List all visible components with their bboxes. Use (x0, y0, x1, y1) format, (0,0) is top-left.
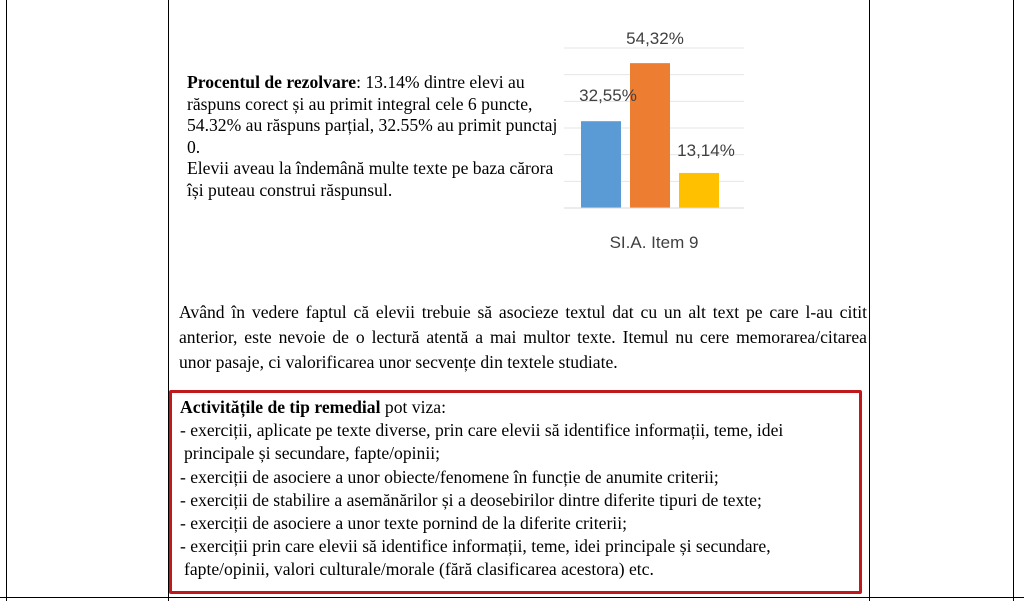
remedial-item-5-continuation: fapte/opinii, valori culturale/morale (fără clasificarea acestora) etc. (184, 559, 654, 580)
remedial-item-2: - exerciții de asociere a unor obiecte/fenomene în funcție de anumite criterii; (180, 466, 719, 487)
page-border-right (1013, 0, 1014, 601)
table-divider-right (869, 0, 870, 601)
analysis-paragraph: Având în vedere faptul că elevii trebuie să asocieze textul dat cu un alt text pe care l-au citit anterior, este nevoie de o lectură atentă a mai multor texte. Itemul nu cere memorarea/citarea unor pasaje, ci valorificarea unor secvențe din textele studiate. (179, 302, 867, 372)
remedial-item-3: - exerciții de stabilire a asemănărilor și a deosebirilor dintre diferite tipuri de texte; (180, 489, 762, 510)
resolution-percentage-paragraph (187, 72, 559, 201)
bar-3 (679, 173, 719, 208)
bar-1 (581, 121, 621, 208)
data-label-3: 13,14% (677, 140, 735, 160)
remedial-item-1-continuation: principale și secundare, fapte/opinii; (184, 443, 440, 464)
resolution-text: : 13.14% dintre elevi au răspuns corect și au primit integral cele 6 puncte, 54.32% au răspuns parțial, 32.55% au primit punctaj 0. (187, 72, 558, 157)
page-border-left (6, 0, 7, 601)
remedial-heading-bold: Activitățile de tip remedial (180, 397, 381, 417)
remedial-item-5: - exerciții prin care elevii să identifice informații, teme, idei principale și secundare, (180, 536, 771, 557)
remedial-activities-box (169, 390, 862, 594)
chart-bars (581, 63, 719, 208)
bar-2 (630, 63, 670, 208)
resolution-label: Procentul de rezolvare (187, 72, 357, 92)
resources-text: Elevii aveau la îndemână multe texte pe baza cărora își puteau construi răspunsul. (187, 158, 554, 200)
remedial-item-4: - exerciții de asociere a unor texte pornind de la diferite criterii; (180, 513, 627, 534)
x-axis-label: SI.A. Item 9 (609, 233, 699, 252)
remedial-heading-tail: pot viza: (380, 397, 446, 417)
data-label-2: 54,32% (626, 29, 684, 49)
data-label-1: 32,55% (579, 86, 637, 106)
table-bottom-border (0, 597, 1024, 598)
remedial-heading (180, 396, 859, 419)
remedial-item-1: - exerciții, aplicate pe texte diverse, prin care elevii să identifice informații, teme, idei (180, 420, 784, 441)
item9-bar-chart (560, 26, 760, 266)
